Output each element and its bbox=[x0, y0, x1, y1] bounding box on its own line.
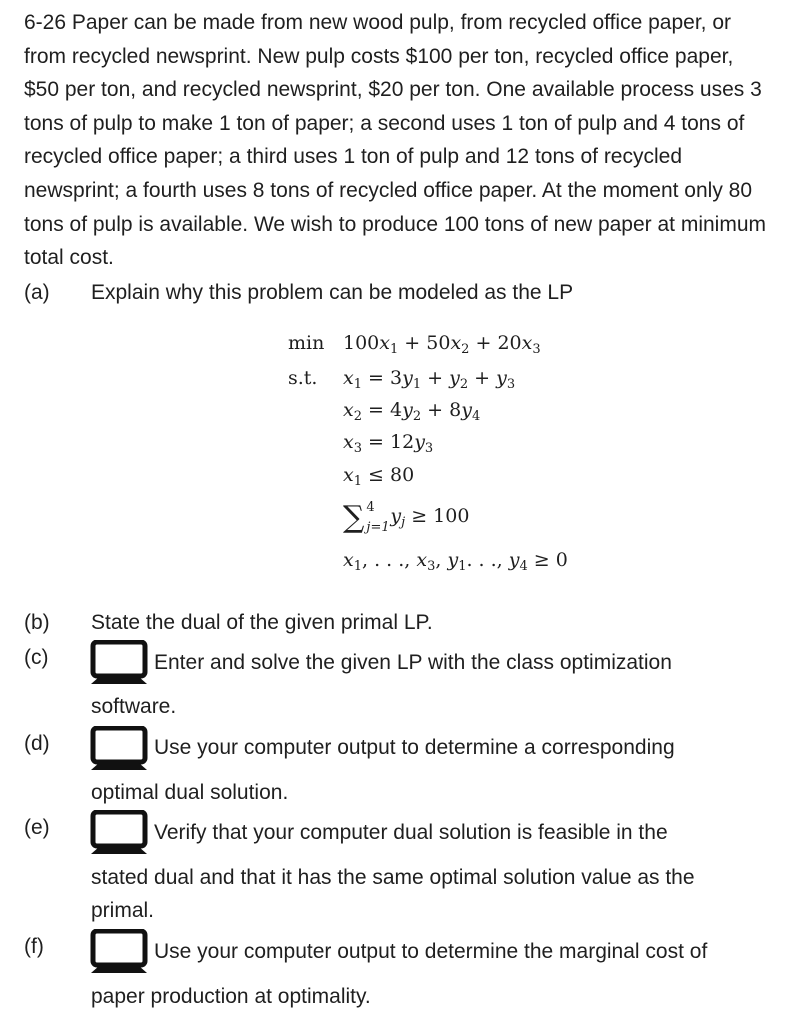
lp-constraint-3: $x_3 = 12y_3$ bbox=[343, 431, 434, 456]
lp-constraint-4: $x_1 \le 80$ bbox=[343, 464, 415, 489]
sum-lower-limit: j=1 bbox=[366, 520, 390, 535]
part-e-letter: (e) bbox=[24, 816, 50, 839]
computer-icon bbox=[89, 929, 149, 977]
part-c-letter: (c) bbox=[24, 646, 49, 669]
sum-upper-limit: 4 bbox=[366, 500, 375, 515]
part-e-continuation-2: primal. bbox=[91, 899, 155, 922]
lp-constraint-1: $x_1 = 3y_1 + y_2 + y_3$ bbox=[343, 367, 516, 392]
part-b-text: State the dual of the given primal LP. bbox=[91, 611, 433, 634]
computer-icon bbox=[89, 726, 149, 774]
part-a-letter: (a) bbox=[24, 281, 50, 304]
part-f-text: Use your computer output to determine the marginal cost of bbox=[154, 940, 708, 963]
lp-objective: $100x_1 + 50x_2 + 20x_3$ bbox=[343, 332, 541, 357]
part-e-text: Verify that your computer dual solution is feasible in the bbox=[154, 821, 668, 844]
part-d-letter: (d) bbox=[24, 732, 50, 755]
part-f-letter: (f) bbox=[24, 935, 44, 958]
problem-statement: 6-26 Paper can be made from new wood pulp, from recycled office paper, or from recycled newsprint. New pulp costs $100 per ton, recycled office paper, $50 per ton, and recycled newsprint, $20 per ton. One available process uses 3 tons of pulp to make 1 ton of paper; a second uses 1 ton of pulp and 4 tons of recycled office paper; a third uses 1 ton of pulp and 12 tons of recycled newsprint; a fourth uses 8 tons of recycled office paper. At the moment only 80 tons of pulp is available. We wish to produce 100 tons of new paper at minimum total cost. bbox=[24, 11, 767, 270]
computer-icon bbox=[89, 810, 149, 858]
part-b-letter: (b) bbox=[24, 611, 50, 634]
lp-st-label: s.t. bbox=[288, 367, 318, 389]
part-e-continuation: stated dual and that it has the same optimal solution value as the bbox=[91, 866, 695, 889]
part-d-text: Use your computer output to determine a corresponding bbox=[154, 736, 675, 759]
computer-icon bbox=[89, 640, 149, 688]
part-c-continuation: software. bbox=[91, 695, 177, 718]
lp-constraint-2: $x_2 = 4y_2 + 8y_4$ bbox=[343, 399, 481, 424]
part-a-text: Explain why this problem can be modeled as the LP bbox=[91, 281, 574, 304]
part-f-continuation: paper production at optimality. bbox=[91, 985, 371, 1008]
lp-nonnegativity: $x_1$, . . ., $x_3$, $y_1$. . ., $y_4 \ge 0$ bbox=[343, 549, 568, 574]
lp-min-label: min bbox=[288, 332, 325, 354]
part-c-text: Enter and solve the given LP with the class optimization bbox=[154, 651, 672, 674]
lp-constraint-5: ∑ 4 j=1 $y_j \ge 100$ bbox=[343, 501, 469, 533]
part-d-continuation: optimal dual solution. bbox=[91, 781, 289, 804]
